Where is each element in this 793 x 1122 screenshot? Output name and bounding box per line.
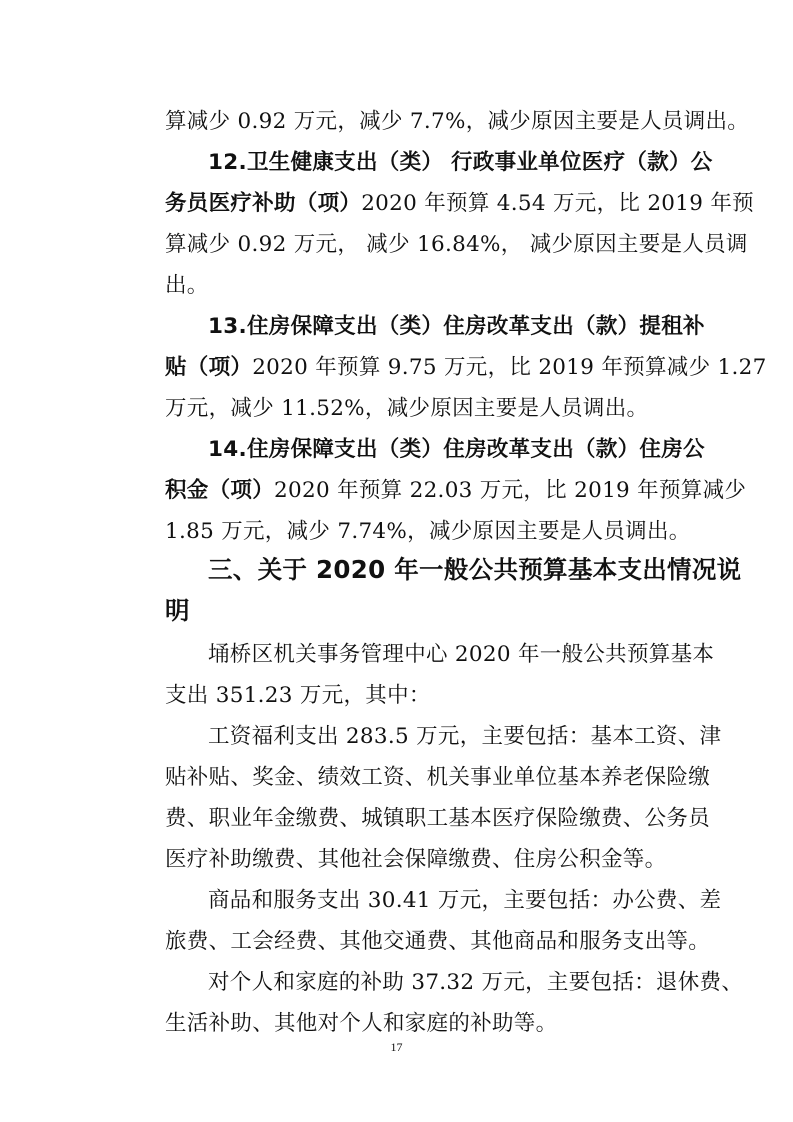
text-line: 贴补贴、奖金、绩效工资、机关事业单位基本养老保险缴 bbox=[165, 765, 711, 790]
text-line: 旅费、工会经费、其他交通费、其他商品和服务支出等。 bbox=[165, 929, 711, 954]
item-12-title-cont: 务员医疗补助（项） bbox=[165, 191, 362, 216]
text-line: 医疗补助缴费、其他社会保障缴费、住房公积金等。 bbox=[165, 847, 667, 872]
text-line bbox=[165, 357, 767, 379]
text-line bbox=[165, 480, 746, 502]
text-line: 费、职业年金缴费、城镇职工基本医疗保险缴费、公务员 bbox=[165, 806, 711, 831]
item-13-title-cont: 贴（项） bbox=[165, 355, 253, 380]
section-heading-cont: 明 bbox=[165, 596, 190, 625]
text-line: 支出 351.23 万元，其中： bbox=[165, 683, 431, 708]
text-line: 埇桥区机关事务管理中心 2020 年一般公共预算基本 bbox=[208, 642, 715, 667]
page-number: 17 bbox=[390, 1040, 403, 1054]
item-14-text: 2020 年预算 22.03 万元，比 2019 年预算减少 bbox=[274, 478, 747, 503]
item-14-title: 14.住房保障支出（类）住房改革支出（款）住房公 bbox=[208, 437, 705, 462]
text-line: 生活补助、其他对个人和家庭的补助等。 bbox=[165, 1011, 558, 1036]
item-12-text: 2020 年预算 4.54 万元，比 2019 年预 bbox=[361, 191, 754, 216]
item-14-title-cont: 积金（项） bbox=[165, 478, 275, 503]
text-line: 1.85 万元，减少 7.74%，减少原因主要是人员调出。 bbox=[165, 519, 691, 544]
text-line bbox=[165, 193, 754, 215]
item-12-title: 12.卫生健康支出（类） 行政事业单位医疗（款）公 bbox=[208, 150, 713, 175]
text-line: 算减少 0.92 万元， 减少 16.84%， 减少原因主要是人员调 bbox=[165, 232, 748, 257]
item-13-title: 13.住房保障支出（类）住房改革支出（款）提租补 bbox=[208, 314, 705, 339]
text-line: 出。 bbox=[165, 273, 209, 298]
text-line: 万元，减少 11.52%，减少原因主要是人员调出。 bbox=[165, 396, 649, 421]
item-13-text: 2020 年预算 9.75 万元，比 2019 年预算减少 1.27 bbox=[252, 355, 767, 380]
section-heading: 三、关于 2020 年一般公共预算基本支出情况说 bbox=[208, 555, 742, 584]
text-line: 工资福利支出 283.5 万元，主要包括：基本工资、津 bbox=[208, 724, 722, 749]
text-line: 商品和服务支出 30.41 万元，主要包括：办公费、差 bbox=[208, 888, 722, 913]
text-line: 对个人和家庭的补助 37.32 万元，主要包括：退休费、 bbox=[208, 970, 744, 995]
text-line: 算减少 0.92 万元，减少 7.7%，减少原因主要是人员调出。 bbox=[165, 109, 750, 134]
